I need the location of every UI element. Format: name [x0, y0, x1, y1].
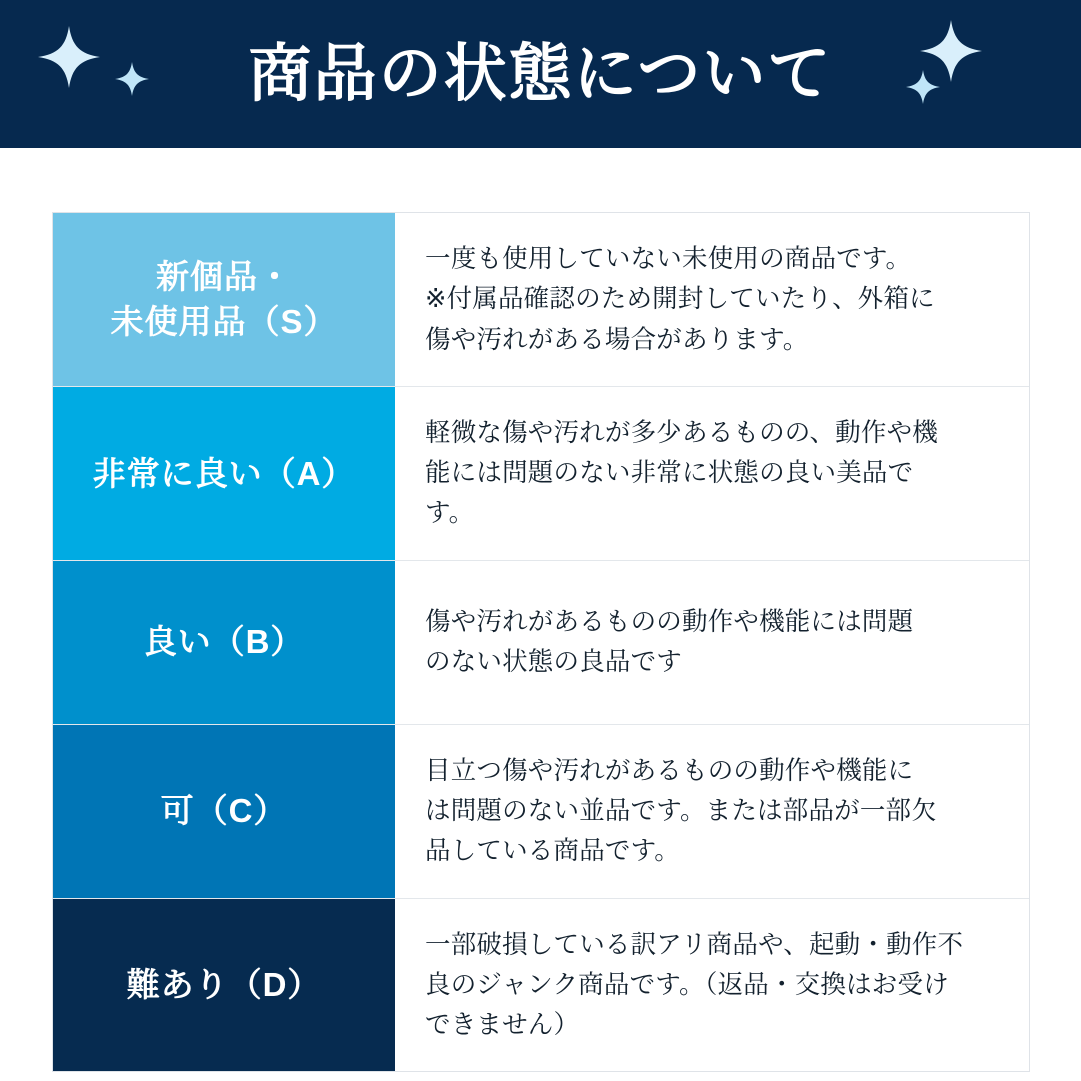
table-row: [53, 725, 1029, 899]
table-row: [53, 561, 1029, 725]
description-line: 能には問題のない非常に状態の良い美品で: [425, 459, 914, 488]
grade-label-line1: 可（C）: [160, 792, 288, 830]
sparkle-small-left-icon: [115, 62, 149, 96]
grade-description-a: [395, 387, 1029, 560]
description-line: 品している商品です。: [425, 837, 680, 866]
grade-label-a: [53, 387, 395, 560]
description-line: できません）: [425, 1011, 580, 1040]
condition-grade-table: [52, 212, 1030, 1072]
grade-label-b: [53, 561, 395, 724]
description-line: ※付属品確認のため開封していたり、外箱に: [425, 285, 935, 314]
description-line: 目立つ傷や汚れがあるものの動作や機能に: [425, 756, 914, 785]
grade-label-line1: 難あり（D）: [126, 966, 322, 1004]
grade-label-line2: 未使用品（S）: [110, 303, 338, 341]
description-line: 傷や汚れがある場合があります。: [425, 325, 809, 354]
table-row: [53, 387, 1029, 561]
grade-label-s: [53, 213, 395, 386]
description-line: のない状態の良品です: [425, 648, 683, 677]
grade-description-d: [395, 899, 1029, 1072]
description-line: 傷や汚れがあるものの動作や機能には問題: [425, 607, 914, 636]
grade-label-c: [53, 725, 395, 898]
description-line: 一部破損している訳アリ商品や、起動・動作不: [425, 930, 964, 959]
description-line: は問題のない並品です。または部品が一部欠: [425, 796, 937, 825]
header-banner: [0, 0, 1081, 148]
grade-label-line1: 新個品・: [155, 257, 292, 295]
description-line: す。: [425, 499, 475, 528]
grade-label-d: [53, 899, 395, 1072]
table-row: [53, 213, 1029, 387]
grade-description-s: [395, 213, 1029, 386]
page-title: 商品の状態について: [248, 38, 833, 109]
description-line: 良のジャンク商品です。（返品・交換はお受け: [425, 970, 949, 999]
grade-label-line1: 非常に良い（A）: [92, 454, 356, 492]
grade-description-c: [395, 725, 1029, 898]
grade-label-line1: 良い（B）: [143, 623, 305, 661]
table-row: [53, 899, 1029, 1072]
description-line: 一度も使用していない未使用の商品です。: [425, 245, 912, 273]
description-line: 軽微な傷や汚れが多少あるものの、動作や機: [425, 418, 938, 447]
grade-description-b: [395, 561, 1029, 724]
sparkle-small-right-icon: [906, 70, 940, 104]
sparkle-large-left-icon: [38, 26, 100, 88]
